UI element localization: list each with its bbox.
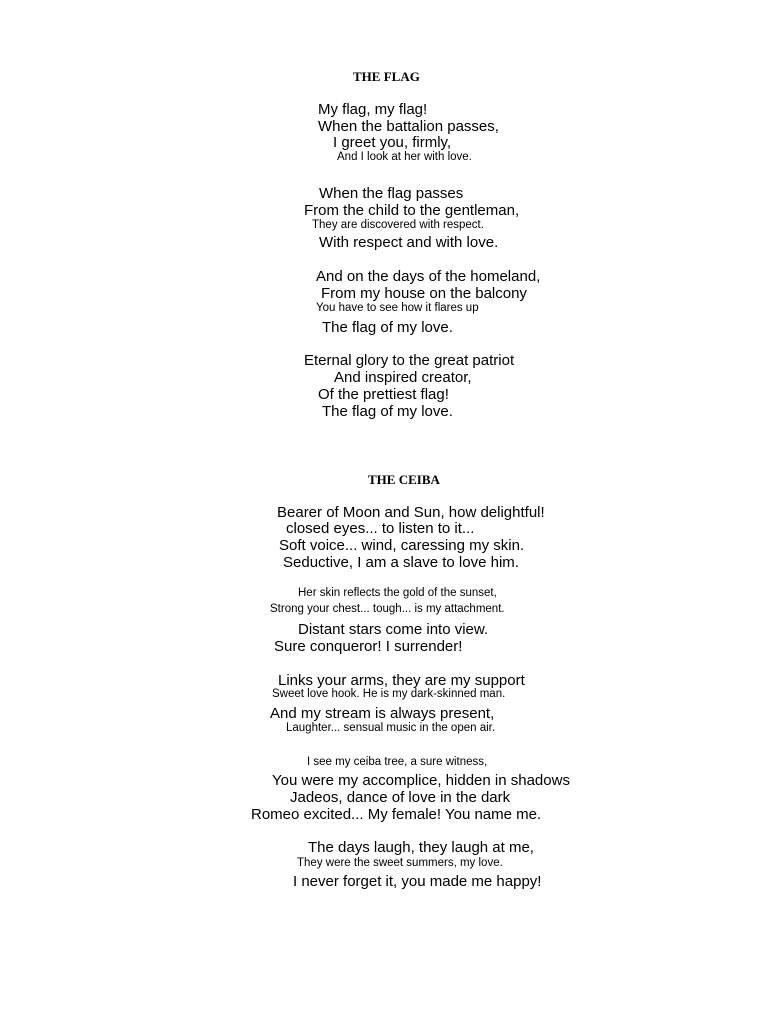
poem-title: THE CEIBA <box>368 472 440 487</box>
poem-line: My flag, my flag! <box>318 101 428 118</box>
poem-line: Sure conqueror! I surrender! <box>274 638 463 655</box>
poem-line: From the child to the gentleman, <box>304 202 520 219</box>
poem-line: Of the prettiest flag! <box>318 386 449 403</box>
poem-line: Her skin reflects the gold of the sunset, <box>298 587 497 599</box>
poem-line: Soft voice... wind, caressing my skin. <box>279 537 525 554</box>
poem-line: Jadeos, dance of love in the dark <box>290 789 511 806</box>
poem-line: From my house on the balcony <box>321 285 527 302</box>
poem-line: Links your arms, they are my support <box>278 672 525 689</box>
poem-line: And inspired creator, <box>334 369 472 386</box>
poem-line: Laughter... sensual music in the open air. <box>286 722 496 734</box>
poem-line: The flag of my love. <box>322 319 453 336</box>
poem-line: When the flag passes <box>319 185 464 202</box>
poem-line: Sweet love hook. He is my dark-skinned man. <box>272 688 506 700</box>
poem-line: And my stream is always present, <box>270 705 495 722</box>
poem-line: Eternal glory to the great patriot <box>304 352 515 369</box>
poem-line: The days laugh, they laugh at me, <box>308 839 534 856</box>
poem-line: You were my accomplice, hidden in shadows <box>272 772 570 789</box>
poem-line: The flag of my love. <box>322 403 453 420</box>
poem-line: Distant stars come into view. <box>298 621 489 638</box>
poem-line: Bearer of Moon and Sun, how delightful! <box>277 504 545 521</box>
poem-line: And on the days of the homeland, <box>316 268 541 285</box>
poem-line: With respect and with love. <box>319 234 499 251</box>
poem-line: When the battalion passes, <box>318 118 499 135</box>
poem-line: They are discovered with respect. <box>312 219 484 231</box>
poem-line: You have to see how it flares up <box>316 302 479 314</box>
poem-title: THE FLAG <box>353 69 420 84</box>
poem-line: Seductive, I am a slave to love him. <box>283 554 519 571</box>
poem-line: I see my ceiba tree, a sure witness, <box>307 756 488 768</box>
poem-line: Romeo excited... My female! You name me. <box>251 806 542 823</box>
poem-line: I greet you, firmly, <box>333 134 452 151</box>
poem-line: I never forget it, you made me happy! <box>293 873 542 890</box>
poem-line: And I look at her with love. <box>337 151 472 163</box>
poem-line: Strong your chest... tough... is my attachment. <box>270 603 505 615</box>
poem-line: They were the sweet summers, my love. <box>297 857 503 869</box>
poem-line: closed eyes... to listen to it... <box>286 520 475 537</box>
